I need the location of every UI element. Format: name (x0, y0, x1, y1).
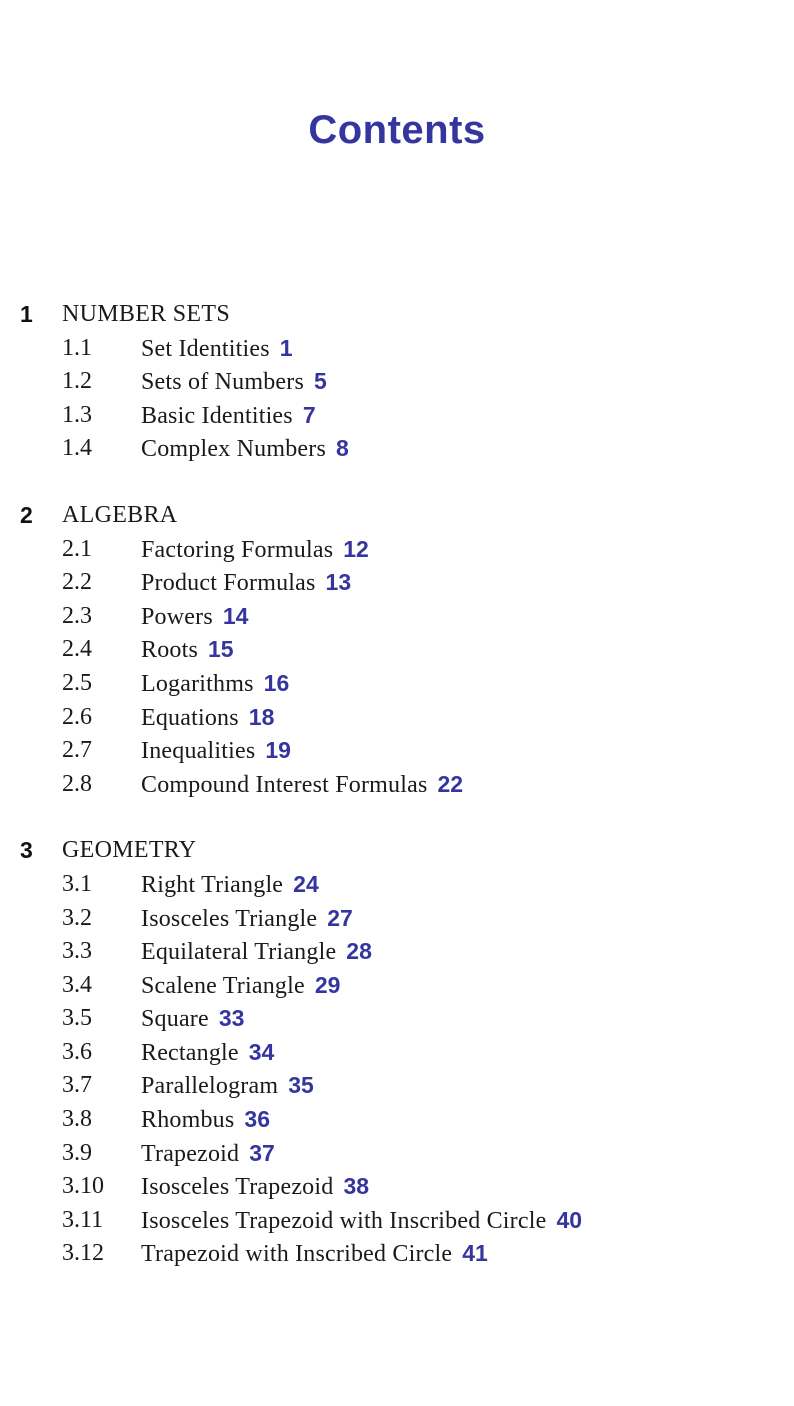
section-title: Parallelogram (141, 1073, 279, 1100)
section-number: 2.3 (62, 602, 92, 629)
section-title: Basic Identities (141, 402, 293, 429)
toc-entry[interactable] (0, 1137, 794, 1171)
section-entry (141, 902, 353, 939)
section-number: 1.3 (62, 401, 92, 428)
section-number: 2.4 (62, 636, 92, 663)
section-number: 3.7 (62, 1072, 92, 1099)
section-title: Product Formulas (141, 570, 316, 597)
section-title: Complex Numbers (141, 436, 326, 463)
section-entry (141, 667, 289, 704)
section-entry (141, 701, 274, 738)
chapter-title: ALGEBRA (62, 501, 178, 528)
section-number: 2.8 (62, 770, 92, 797)
page-number-link[interactable]: 35 (288, 1072, 314, 1099)
section-title: Trapezoid with Inscribed Circle (141, 1241, 453, 1268)
toc-entry[interactable] (0, 365, 794, 399)
section-entry (141, 1237, 488, 1274)
toc-entry[interactable] (0, 969, 794, 1003)
page-number-link[interactable]: 40 (556, 1206, 583, 1233)
page-number-link[interactable]: 37 (249, 1139, 275, 1166)
page-number-link[interactable]: 33 (218, 1005, 245, 1032)
section-title: Isosceles Trapezoid (141, 1174, 334, 1201)
section-entry (141, 600, 248, 637)
section-number: 3.8 (62, 1106, 92, 1133)
page-number-link[interactable]: 22 (437, 770, 464, 797)
chapter (0, 298, 794, 466)
toc-entry[interactable] (0, 432, 794, 466)
section-number: 3.4 (62, 971, 92, 998)
toc-entry[interactable] (0, 600, 794, 634)
section-title: Powers (141, 603, 213, 630)
toc-entry[interactable] (0, 667, 794, 701)
section-title: Set Identities (141, 335, 270, 362)
toc-entry[interactable] (0, 533, 794, 567)
section-number: 2.6 (62, 703, 92, 730)
toc-entry[interactable] (0, 1204, 794, 1238)
page-number-link[interactable]: 28 (346, 938, 372, 965)
chapter (0, 499, 794, 801)
section-title: Logarithms (141, 670, 254, 697)
section-number: 2.1 (62, 535, 92, 562)
section-number: 3.5 (62, 1005, 92, 1032)
table-of-contents (0, 298, 794, 1304)
section-title: Inequalities (141, 738, 256, 765)
section-title: Compound Interest Formulas (141, 771, 428, 798)
toc-entry[interactable] (0, 902, 794, 936)
section-title: Roots (141, 637, 199, 664)
chapter (0, 834, 794, 1271)
section-entry (141, 1103, 270, 1140)
section-number: 1.2 (62, 368, 92, 395)
section-title: Isosceles Trapezoid with Inscribed Circle (141, 1207, 547, 1234)
section-entry (141, 1137, 275, 1174)
page-number-link[interactable]: 29 (314, 971, 341, 998)
section-entry (141, 868, 319, 905)
page-number-link[interactable]: 19 (265, 737, 291, 764)
section-title: Equations (141, 704, 239, 731)
page-number-link[interactable]: 13 (325, 569, 352, 596)
section-number: 3.6 (62, 1038, 92, 1065)
chapter-heading[interactable] (0, 834, 794, 868)
section-title: Right Triangle (141, 871, 284, 898)
toc-entry[interactable] (0, 1002, 794, 1036)
section-title: Trapezoid (141, 1140, 240, 1167)
section-title: Square (141, 1006, 209, 1033)
toc-entry[interactable] (0, 332, 794, 366)
section-number: 3.3 (62, 938, 92, 965)
toc-entry[interactable] (0, 1036, 794, 1070)
chapter-number: 3 (20, 837, 33, 864)
section-entry (141, 1204, 582, 1241)
section-entry (141, 1170, 369, 1207)
toc-entry[interactable] (0, 1237, 794, 1271)
page-number-link[interactable]: 41 (462, 1240, 488, 1267)
chapter-heading[interactable] (0, 499, 794, 533)
section-entry (141, 1036, 274, 1073)
page-number-link[interactable]: 5 (313, 368, 327, 395)
chapter-heading[interactable] (0, 298, 794, 332)
section-title: Rectangle (141, 1039, 239, 1066)
toc-entry[interactable] (0, 768, 794, 802)
section-number: 1.1 (62, 334, 92, 361)
toc-entry[interactable] (0, 935, 794, 969)
section-number: 3.9 (62, 1139, 92, 1166)
section-entry (141, 566, 351, 603)
page-number-link[interactable]: 16 (263, 669, 290, 696)
section-number: 3.2 (62, 904, 92, 931)
chapter-number: 1 (20, 301, 33, 327)
page-number-link[interactable]: 18 (248, 703, 275, 730)
section-entry (141, 633, 234, 670)
toc-entry[interactable] (0, 566, 794, 600)
section-entry (141, 365, 327, 402)
toc-entry[interactable] (0, 701, 794, 735)
toc-entry[interactable] (0, 633, 794, 667)
chapter-title: GEOMETRY (62, 837, 197, 864)
page-title: Contents (308, 108, 486, 152)
page-number-link[interactable]: 14 (222, 602, 249, 629)
page-number-link[interactable]: 8 (335, 435, 349, 462)
section-title: Isosceles Triangle (141, 905, 318, 932)
section-entry (141, 432, 349, 469)
section-number: 3.10 (62, 1173, 104, 1200)
section-title: Equilateral Triangle (141, 939, 337, 966)
section-title: Rhombus (141, 1107, 235, 1134)
chapter-number: 2 (20, 501, 33, 528)
toc-entry[interactable] (0, 734, 794, 768)
page-number-link[interactable]: 38 (343, 1173, 370, 1200)
toc-entry[interactable] (0, 1069, 794, 1103)
section-entry (141, 332, 293, 369)
section-entry (141, 734, 291, 771)
section-entry (141, 1069, 314, 1106)
section-entry (141, 935, 372, 972)
section-number: 3.1 (62, 870, 92, 897)
page-number-link[interactable]: 36 (244, 1106, 271, 1133)
page-number-link[interactable]: 12 (343, 535, 369, 562)
toc-entry[interactable] (0, 868, 794, 902)
page-number-link[interactable]: 15 (208, 636, 234, 663)
page-number-link[interactable]: 27 (327, 904, 353, 931)
section-number: 3.11 (62, 1206, 104, 1233)
section-entry (141, 969, 340, 1006)
chapter-title: NUMBER SETS (62, 301, 230, 327)
section-title: Scalene Triangle (141, 972, 305, 999)
section-entry (141, 768, 463, 805)
section-entry (141, 399, 316, 436)
section-number: 2.2 (62, 569, 92, 596)
toc-entry[interactable] (0, 399, 794, 433)
page-number-link[interactable]: 34 (248, 1038, 275, 1065)
page-number-link[interactable]: 1 (279, 334, 293, 361)
section-title: Sets of Numbers (141, 369, 304, 396)
page-number-link[interactable]: 7 (302, 401, 316, 428)
section-number: 2.7 (62, 737, 92, 764)
section-entry (141, 533, 369, 570)
page-number-link[interactable]: 24 (293, 870, 319, 897)
section-number: 3.12 (62, 1240, 104, 1267)
section-entry (141, 1002, 244, 1039)
section-number: 2.5 (62, 669, 92, 696)
section-number: 1.4 (62, 435, 92, 462)
toc-entry[interactable] (0, 1170, 794, 1204)
section-title: Factoring Formulas (141, 536, 334, 563)
toc-entry[interactable] (0, 1103, 794, 1137)
